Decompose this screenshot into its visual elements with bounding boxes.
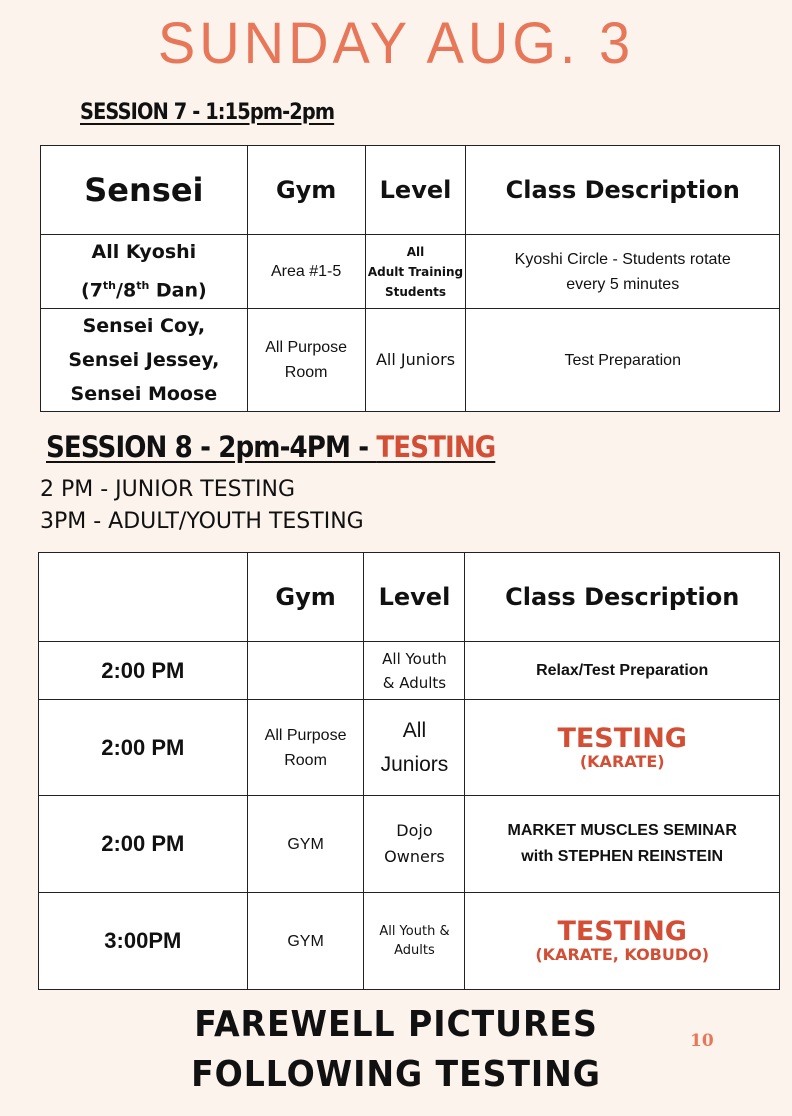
page-title: SUNDAY AUG. 3 [157, 9, 635, 76]
header-gym: Gym [247, 553, 364, 642]
table-header-row [41, 146, 780, 235]
table-row [39, 796, 780, 893]
class-description-cell: MARKET MUSCLES SEMINAR with STEPHEN REINSTEIN [465, 796, 780, 893]
level-cell: All Youth & Adults [364, 893, 465, 990]
class-description-cell [465, 893, 780, 990]
table-row [41, 309, 780, 412]
level-cell: Dojo Owners [364, 796, 465, 893]
gym-cell: GYM [247, 796, 364, 893]
testing-label: TESTING [557, 722, 687, 754]
table-row [41, 235, 780, 309]
class-description-cell: Relax/Test Preparation [465, 642, 780, 700]
testing-subtitle: (KARATE) [579, 751, 665, 771]
footer-line-2: FOLLOWING TESTING [191, 1054, 601, 1095]
header-level: Level [365, 146, 466, 235]
sensei-cell: Sensei Coy, Sensei Jessey, Sensei Moose [41, 309, 248, 412]
time-cell: 2:00 PM [39, 796, 248, 893]
schedule-line-adult: 3PM - ADULT/YOUTH TESTING [40, 509, 364, 534]
header-class-description: Class Description [465, 553, 780, 642]
class-description-cell: Kyoshi Circle - Students rotate every 5 minutes [466, 235, 780, 309]
testing-label: TESTING [376, 430, 496, 464]
footer-line-1: FAREWELL PICTURES [194, 1004, 598, 1045]
testing-label: TESTING [557, 916, 687, 947]
session-8-heading: SESSION 8 - 2pm-4PM - TESTING [46, 430, 496, 464]
header-sensei: Sensei [41, 146, 248, 235]
table-row [39, 893, 780, 990]
gym-cell [247, 642, 364, 700]
table-row [39, 700, 780, 796]
class-description-cell: Test Preparation [466, 309, 780, 412]
sensei-name: All Kyoshi [91, 241, 197, 264]
testing-subtitle: (KARATE, KOBUDO) [535, 945, 710, 964]
schedule-line-junior: 2 PM - JUNIOR TESTING [40, 477, 296, 502]
table-header-row [39, 553, 780, 642]
gym-cell: GYM [247, 893, 364, 990]
sensei-cell [41, 235, 248, 309]
session-7-heading: SESSION 7 - 1:15pm-2pm [80, 100, 335, 125]
header-gym: Gym [247, 146, 365, 235]
level-cell: All Adult Training Students [365, 235, 466, 309]
sensei-dan: (7th/8th Dan) [81, 279, 207, 302]
header-class-description: Class Description [466, 146, 780, 235]
page-number: 10 [690, 1031, 714, 1051]
header-level: Level [364, 553, 465, 642]
gym-cell: Area #1-5 [247, 235, 365, 309]
class-description-cell [465, 700, 780, 796]
header-time [39, 553, 248, 642]
session-7-table [40, 145, 780, 412]
time-cell: 2:00 PM [39, 642, 248, 700]
gym-cell: All Purpose Room [247, 309, 365, 412]
session-8-table [38, 552, 780, 990]
time-cell: 2:00 PM [39, 700, 248, 796]
table-row [39, 642, 780, 700]
gym-cell: All Purpose Room [247, 700, 364, 796]
level-cell: All Juniors [365, 309, 466, 412]
level-cell: All Youth & Adults [364, 642, 465, 700]
level-cell: All Juniors [364, 700, 465, 796]
time-cell: 3:00PM [39, 893, 248, 990]
